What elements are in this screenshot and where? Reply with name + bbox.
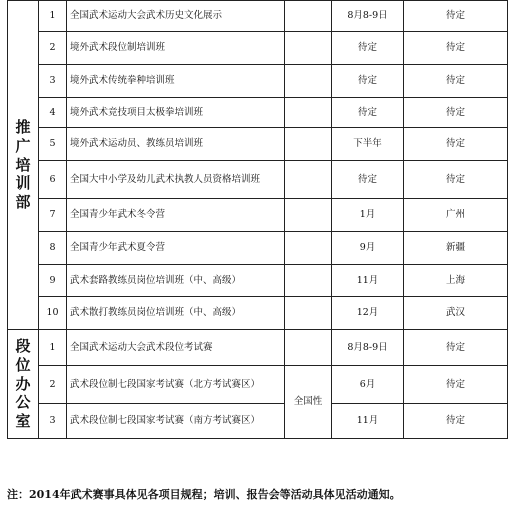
event-name: 武术散打教练员岗位培训班（中、高级）: [67, 297, 285, 330]
scope-cell: 全国性: [285, 366, 332, 439]
event-name: 境外武术竞技项目太极拳培训班: [67, 98, 285, 128]
scope-cell: [285, 330, 332, 366]
scope-cell: [285, 1, 332, 32]
event-place: 待定: [404, 98, 508, 128]
promotion-row: [8, 232, 508, 265]
row-number: 2: [39, 366, 67, 404]
event-name: 全国武术运动大会武术段位考试赛: [67, 330, 285, 366]
event-place: 待定: [404, 32, 508, 65]
event-place: 武汉: [404, 297, 508, 330]
event-place: 上海: [404, 265, 508, 297]
event-place: 待定: [404, 404, 508, 439]
row-number: 3: [39, 65, 67, 98]
event-time: 6月: [332, 366, 404, 404]
promotion-row: [8, 199, 508, 232]
promotion-row: [8, 161, 508, 199]
promotion-row: [8, 32, 508, 65]
event-place: 广州: [404, 199, 508, 232]
event-name: 全国青少年武术夏令营: [67, 232, 285, 265]
promotion-row: [8, 98, 508, 128]
scope-cell: [285, 265, 332, 297]
promotion-row: [8, 297, 508, 330]
row-number: 8: [39, 232, 67, 265]
row-number: 4: [39, 98, 67, 128]
event-time: 9月: [332, 232, 404, 265]
row-number: 7: [39, 199, 67, 232]
event-name: 全国武术运动大会武术历史文化展示: [67, 1, 285, 32]
event-name: 全国青少年武术冬令营: [67, 199, 285, 232]
event-place: 新疆: [404, 232, 508, 265]
event-time: 待定: [332, 161, 404, 199]
footnote: 注：2014年武术赛事具体见各项目规程；培训、报告会等活动具体见活动通知。: [7, 488, 401, 501]
event-time: 12月: [332, 297, 404, 330]
event-place: 待定: [404, 366, 508, 404]
row-number: 3: [39, 404, 67, 439]
scope-cell: [285, 297, 332, 330]
row-number: 1: [39, 330, 67, 366]
event-name: 武术段位制七段国家考试赛（南方考试赛区）: [67, 404, 285, 439]
scope-cell: [285, 65, 332, 98]
event-time: 11月: [332, 265, 404, 297]
scope-cell: [285, 32, 332, 65]
event-place: 待定: [404, 161, 508, 199]
row-number: 9: [39, 265, 67, 297]
promotion-row: [8, 65, 508, 98]
event-place: 待定: [404, 65, 508, 98]
event-place: 待定: [404, 128, 508, 161]
event-time: 下半年: [332, 128, 404, 161]
department-label-dan: 段 位 办 公 室: [8, 330, 39, 439]
promotion-row: [8, 1, 508, 32]
event-time: 11月: [332, 404, 404, 439]
event-name: 武术段位制七段国家考试赛（北方考试赛区）: [67, 366, 285, 404]
department-label-promotion: 推 广 培 训 部: [8, 1, 39, 330]
row-number: 1: [39, 1, 67, 32]
schedule-table: [7, 0, 508, 439]
dan-row: [8, 404, 508, 439]
row-number: 5: [39, 128, 67, 161]
event-time: 8月8-9日: [332, 330, 404, 366]
event-name: 武术套路教练员岗位培训班（中、高级）: [67, 265, 285, 297]
dan-row: [8, 330, 508, 366]
event-place: 待定: [404, 1, 508, 32]
scope-cell: [285, 199, 332, 232]
event-name: 全国大中小学及幼儿武术执教人员资格培训班: [67, 161, 285, 199]
scope-cell: [285, 128, 332, 161]
event-time: 待定: [332, 98, 404, 128]
row-number: 10: [39, 297, 67, 330]
row-number: 6: [39, 161, 67, 199]
promotion-row: [8, 128, 508, 161]
event-name: 境外武术传统拳种培训班: [67, 65, 285, 98]
event-name: 境外武术运动员、教练员培训班: [67, 128, 285, 161]
event-name: 境外武术段位制培训班: [67, 32, 285, 65]
event-time: 1月: [332, 199, 404, 232]
schedule-table-body: [8, 1, 508, 439]
scope-cell: [285, 161, 332, 199]
event-time: 待定: [332, 65, 404, 98]
promotion-row: [8, 265, 508, 297]
event-time: 待定: [332, 32, 404, 65]
dan-row: [8, 366, 508, 404]
row-number: 2: [39, 32, 67, 65]
event-place: 待定: [404, 330, 508, 366]
scope-cell: [285, 232, 332, 265]
event-time: 8月8-9日: [332, 1, 404, 32]
scope-cell: [285, 98, 332, 128]
